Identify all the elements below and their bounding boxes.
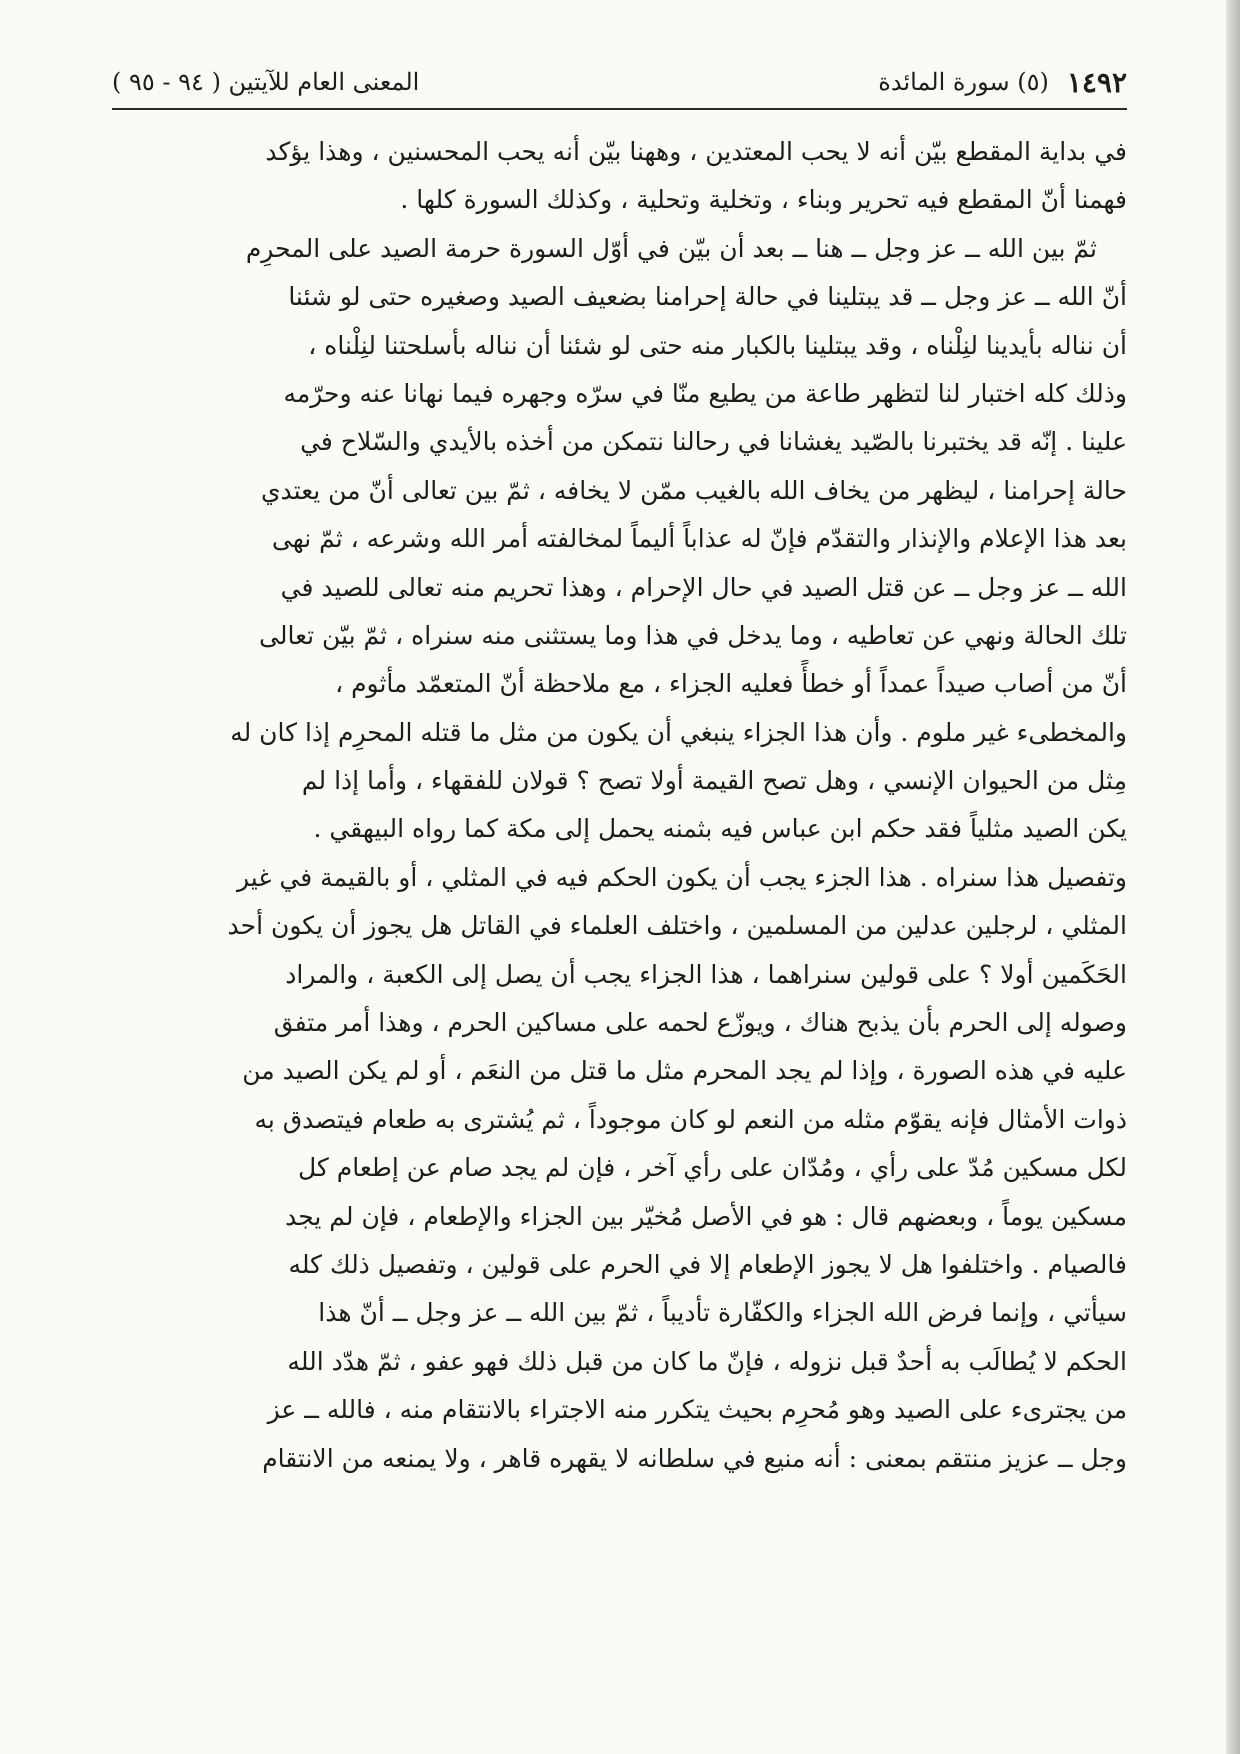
text-line: وذلك كله اختبار لنا لتظهر طاعة من يطيع منّا في سرّه وجهره فيما نهانا عنه وحرّمه (283, 378, 1127, 408)
text-line: الحكم لا يُطالَب به أحدٌ قبل نزوله ، فإنّ ما كان من قبل ذلك فهو عفو ، ثمّ هدّد الله (287, 1346, 1127, 1376)
text-line: مِثل من الحيوان الإنسي ، وهل تصح القيمة أولا تصح ؟ قولان للفقهاء ، وأما إذا لم (301, 766, 1127, 796)
text-line: بعد هذا الإعلام والإنذار والتقدّم فإنّ له عذاباً أليماً لمخالفته أمر الله وشرعه ، ثمّ نهى (271, 524, 1127, 554)
page-header (112, 60, 1127, 104)
text-line: لكل مسكين مُدّ على رأي ، ومُدّان على رأي آخر ، فإن لم يجد صام عن إطعام كل (297, 1153, 1127, 1183)
text-line: مسكين يوماً ، وبعضهم قال : هو في الأصل مُخيّر بين الجزاء والإطعام ، فإن لم يجد (285, 1201, 1127, 1231)
body-text (112, 128, 1127, 1483)
text-line: وتفصيل هذا سنراه . هذا الجزء يجب أن يكون الحكم فيه في المثلي ، أو بالقيمة في غير (237, 862, 1127, 892)
surah-title: (٥) سورة المائدة (878, 68, 1049, 96)
text-line: ذوات الأمثال فإنه يقوّم مثله من النعم لو كان موجوداً ، ثم يُشترى به طعام فيتصدق به (254, 1104, 1127, 1134)
text-line: تلك الحالة ونهي عن تعاطيه ، وما يدخل في هذا وما يستثنى منه سنراه ، ثمّ بيّن تعالى (259, 620, 1127, 650)
text-line: في بداية المقطع بيّن أنه لا يحب المعتدين ، وههنا بيّن أنه يحب المحسنين ، وهذا يؤكد (265, 137, 1127, 166)
text-line: وصوله إلى الحرم بأن يذبح هناك ، ويوزّع لحمه على مساكين الحرم ، وهذا أمر متفق (273, 1008, 1127, 1038)
text-line: علينا . إنّه قد يختبرنا بالصّيد يغشانا في رحالنا نتمكن من أخذه بالأيدي والسّلاح في (300, 427, 1127, 457)
text-line: فالصيام . واختلفوا هل لا يجوز الإطعام إلا في الحرم على قولين ، وتفصيل ذلك كله (288, 1249, 1127, 1279)
text-line: والمخطىء غير ملوم . وأن هذا الجزاء ينبغي أن يكون من مثل ما قتله المحرِم إذا كان له (230, 717, 1127, 747)
text-line: الحَكَمين أولا ؟ على قولين سنراهما ، هذا الجزاء يجب أن يصل إلى الكعبة ، والمراد (285, 959, 1127, 989)
text-line: الله ــ عز وجل ــ عن قتل الصيد في حال الإحرام ، وهذا تحريم منه تعالى للصيد في (280, 572, 1127, 602)
text-line: سيأتي ، وإنما فرض الله الجزاء والكفّارة تأديباً ، ثمّ بين الله ــ عز وجل ــ أنّ هذا (318, 1298, 1127, 1328)
text-line: حالة إحرامنا ، ليظهر من يخاف الله بالغيب ممّن لا يخافه ، ثمّ بين تعالى أنّ من يعتدي (260, 475, 1127, 505)
text-line: يكن الصيد مثلياً فقد حكم ابن عباس فيه بثمنه يحمل إلى مكة كما رواه البيهقي . (313, 814, 1127, 844)
text-line: فهمنا أنّ المقطع فيه تحرير وبناء ، وتخلية وتحلية ، وكذلك السورة كلها . (400, 185, 1127, 215)
text-line: أنّ من أصاب صيداً عمداً أو خطأً فعليه الجزاء ، مع ملاحظة أنّ المتعمّد مأثوم ، (335, 669, 1127, 699)
text-line: وجل ــ عزيز منتقم بمعنى : أنه منيع في سلطانه لا يقهره قاهر ، ولا يمنعه من الانتقام (262, 1443, 1127, 1473)
page-edge-shadow (1226, 0, 1240, 1754)
header-rule (112, 108, 1127, 110)
text-line: أن نناله بأيدينا لنِلْناه ، وقد يبتلينا بالكبار منه حتى لو شئنا أن نناله بأسلحتنا لنِلْناه ، (308, 330, 1127, 360)
text-line: من يجترىء على الصيد وهو مُحرِم بحيث يتكرر منه الاجتراء بالانتقام منه ، فالله ــ عز (267, 1395, 1127, 1425)
text-line: عليه في هذه الصورة ، وإذا لم يجد المحرم مثل ما قتل من النعَم ، أو لم يكن الصيد من (242, 1056, 1127, 1086)
section-title: المعنى العام للآيتين ( ٩٤ - ٩٥ ) (112, 68, 420, 96)
text-line: ثمّ بين الله ــ عز وجل ــ هنا ــ بعد أن بيّن في أوّل السورة حرمة الصيد على المحرِم (245, 233, 1097, 263)
text-line: المثلي ، لرجلين عدلين من المسلمين ، واختلف العلماء في القاتل هل يجوز أن يكون أحد (227, 911, 1127, 941)
text-line: أنّ الله ــ عز وجل ــ قد يبتلينا في حالة إحرامنا بضعيف الصيد وصغيره حتى لو شئنا (288, 282, 1127, 312)
page-number: ١٤٩٢ (1066, 65, 1127, 99)
